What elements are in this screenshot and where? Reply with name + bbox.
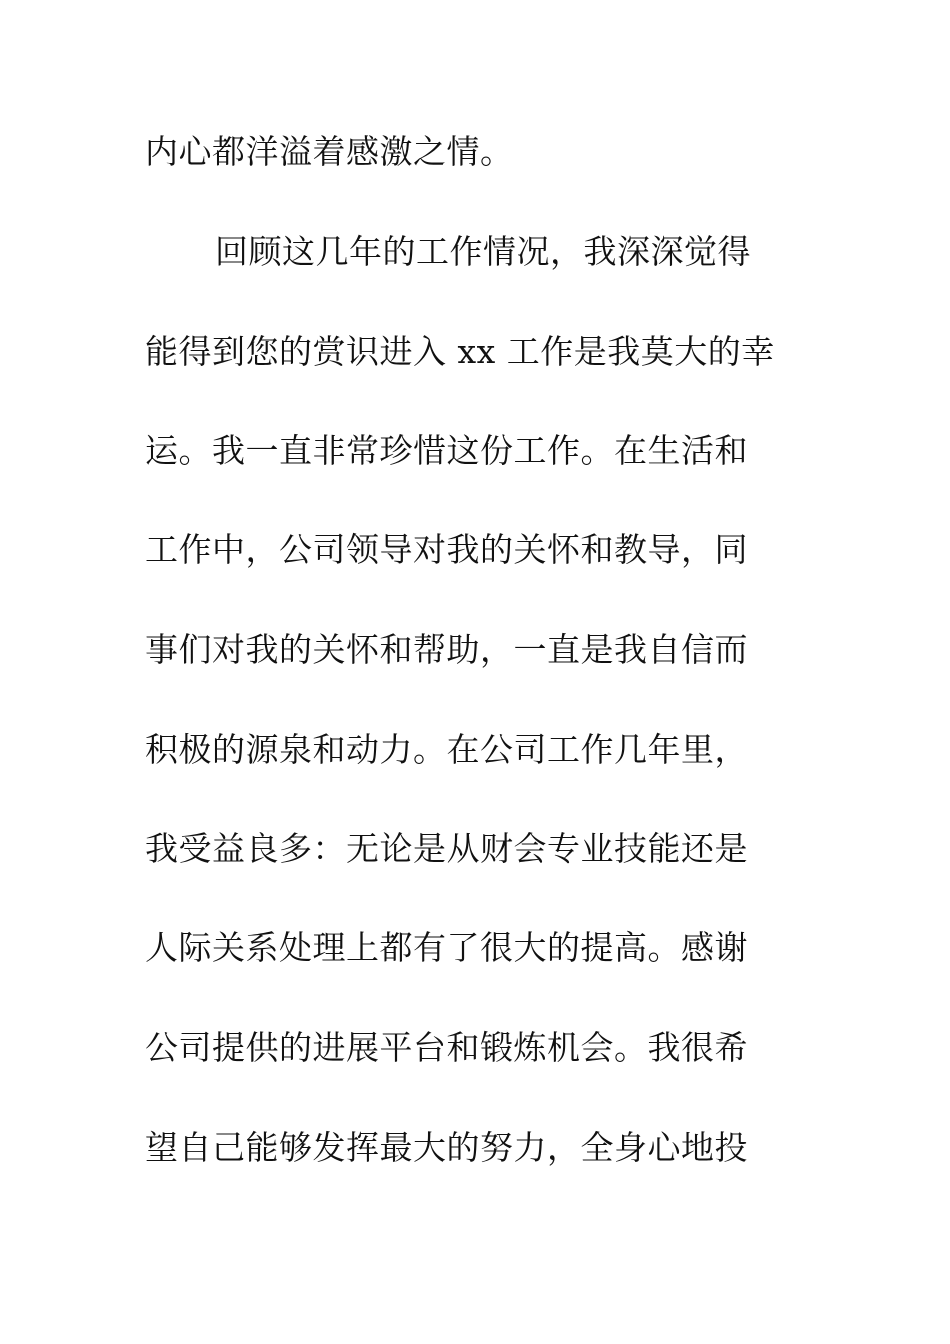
text-line-5: 工作中，公司领导对我的关怀和教导，同: [145, 530, 748, 569]
text-line-8: 我受益良多：无论是从财会专业技能还是: [145, 829, 748, 868]
text-line-11: 望自己能够发挥最大的努力，全身心地投: [145, 1128, 748, 1167]
text-line-7: 积极的源泉和动力。在公司工作几年里，: [145, 730, 748, 769]
text-line-9: 人际关系处理上都有了很大的提高。感谢: [145, 928, 748, 967]
text-line-1: 内心都洋溢着感激之情。: [145, 132, 514, 171]
text-line-10: 公司提供的进展平台和锻炼机会。我很希: [145, 1028, 748, 1067]
text-line-2: 回顾这几年的工作情况，我深深觉得: [215, 232, 751, 271]
text-line-4: 运。我一直非常珍惜这份工作。在生活和: [145, 431, 748, 470]
text-line-6: 事们对我的关怀和帮助，一直是我自信而: [145, 630, 748, 669]
text-line-3: 能得到您的赏识进入 xx 工作是我莫大的幸: [145, 332, 775, 371]
